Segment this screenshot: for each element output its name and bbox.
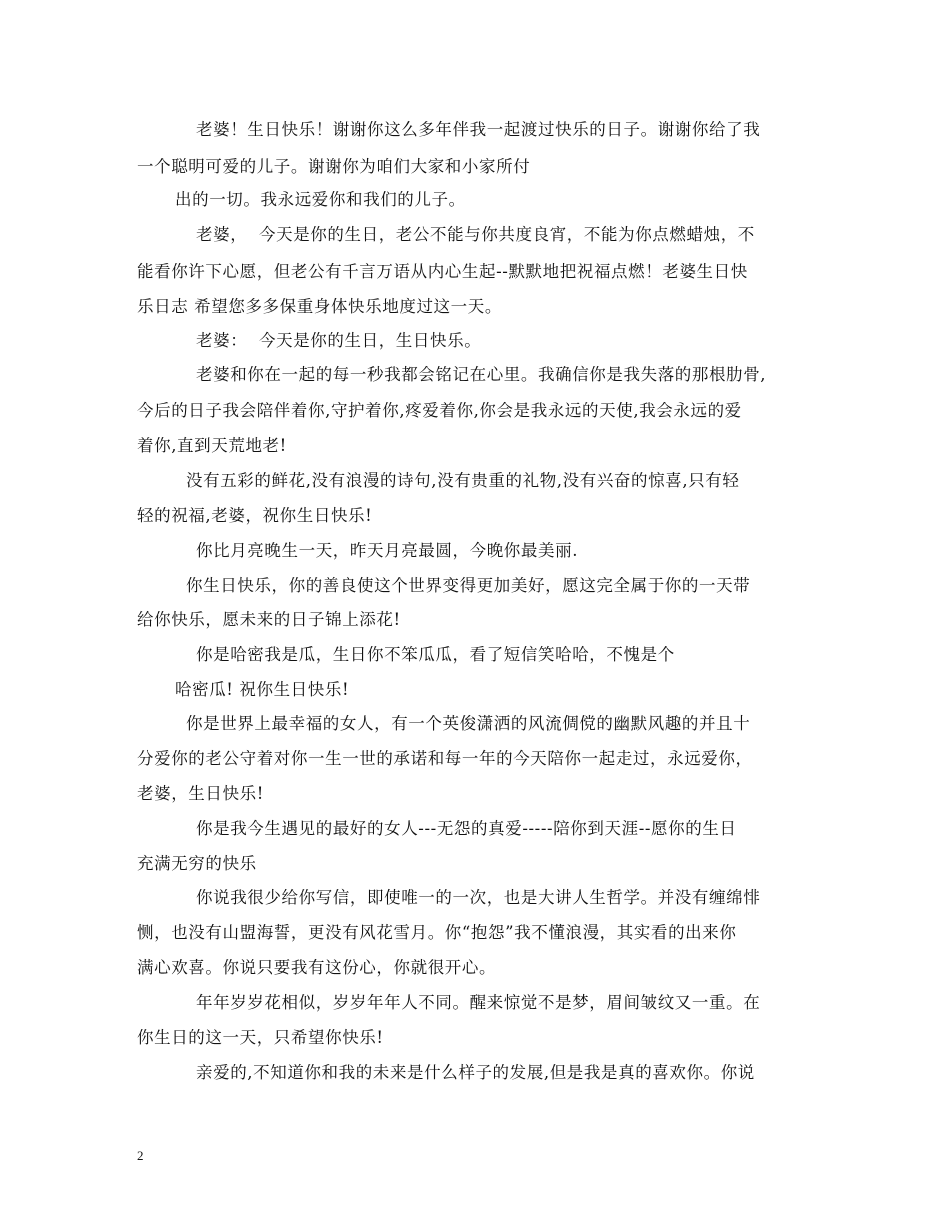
text-line: 今后的日子我会陪伴着你,守护着你,疼爱着你,你会是我永远的天使,我会永远的爱 — [137, 401, 742, 420]
text-line: 哈密瓜! 祝你生日快乐! — [175, 680, 350, 699]
text-line: 老婆： 今天是你的生日，生日快乐。 — [196, 331, 482, 350]
text-line: 老婆，生日快乐! — [137, 784, 264, 803]
text-line: 没有五彩的鲜花,没有浪漫的诗句,没有贵重的礼物,没有兴奋的惊喜,只有轻 — [186, 471, 740, 490]
text-line: 出的一切。我永远爱你和我们的儿子。 — [175, 190, 466, 209]
page-number: 2 — [137, 1148, 144, 1163]
text-line: 着你,直到天荒地老! — [137, 436, 287, 455]
text-line: 你是哈密我是瓜，生日你不笨瓜瓜，看了短信笑哈哈，不愧是个 — [196, 645, 675, 664]
text-line: 轻的祝福,老婆，祝你生日快乐! — [137, 506, 373, 525]
text-line: 你是我今生遇见的最好的女人---无怨的真爱-----陪你到天涯--愿你的生日 — [196, 819, 737, 838]
text-line: 老婆， 今天是你的生日，老公不能与你共度良宵，不能为你点燃蜡烛，不 — [196, 225, 755, 244]
text-line: 乐日志 希望您多多保重身体快乐地度过这一天。 — [137, 297, 502, 316]
text-line: 老婆和你在一起的每一秒我都会铭记在心里。我确信你是我失落的那根肋骨, — [196, 365, 767, 384]
text-line: 年年岁岁花相似，岁岁年年人不同。醒来惊觉不是梦，眉间皱纹又一重。在 — [196, 993, 761, 1012]
text-line: 给你快乐，愿未来的日子锦上添花! — [137, 610, 401, 629]
text-line: 你生日的这一天，只希望你快乐! — [137, 1028, 384, 1047]
text-line: 亲爱的,不知道你和我的未来是什么样子的发展,但是我是真的喜欢你。你说 — [196, 1063, 755, 1082]
text-line: 你是世界上最幸福的女人，有一个英俊潇洒的风流倜傥的幽默风趣的并且十 — [186, 714, 751, 733]
text-line: 你生日快乐，你的善良使这个世界变得更加美好，愿这完全属于你的一天带 — [186, 576, 751, 595]
text-line: 恻，也没有山盟海誓，更没有风花雪月。你“抱怨”我不懂浪漫，其实看的出来你 — [137, 923, 737, 942]
text-line: 你比月亮晚生一天，昨天月亮最圆，今晚你最美丽. — [196, 541, 579, 560]
text-line: 能看你许下心愿，但老公有千言万语从内心生起--默默地把祝福点燃！老婆生日快 — [137, 262, 748, 281]
text-line: 一个聪明可爱的儿子。谢谢你为咱们大家和小家所付 — [137, 157, 531, 176]
text-line: 分爱你的老公守着对你一生一世的承诺和每一年的今天陪你一起走过，永远爱你， — [137, 749, 753, 768]
text-line: 满心欢喜。你说只要我有这份心，你就很开心。 — [137, 958, 497, 977]
text-line: 老婆！生日快乐！谢谢你这么多年伴我一起渡过快乐的日子。谢谢你给了我 — [196, 120, 761, 139]
text-line: 你说我很少给你写信，即使唯一的一次，也是大讲人生哲学。并没有缠绵悱 — [196, 888, 761, 907]
text-line: 充满无穷的快乐 — [137, 854, 257, 873]
